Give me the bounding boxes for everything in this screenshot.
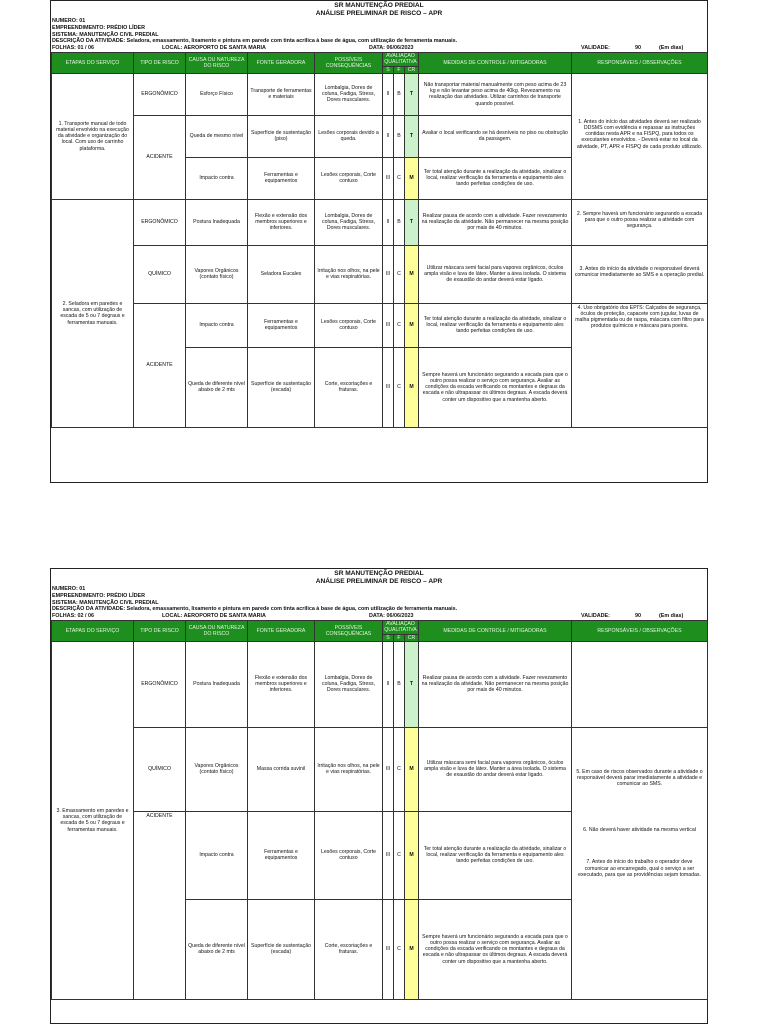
header-medidas: MEDIDAS DE CONTROLE / MITIGADORAS (419, 621, 572, 642)
control-measure: Avaliar o local verificando se há desníveis no piso ou obstrução da passagem. (419, 115, 572, 157)
risk-source: Flexão e extensão dos membros superiores e inferiores. (248, 641, 315, 727)
risk-cause: Impacto contra (186, 303, 248, 347)
stage-cell: 2. Seladora em paredes e sancas, com utilização de escada de 5 ou 7 degraus e ferramentas manuais. (52, 199, 134, 427)
document-title: ANÁLISE PRELIMINAR DE RISCO – APR (315, 10, 443, 17)
table-row (52, 199, 708, 245)
header-f: F (394, 634, 405, 641)
header-causa: CAUSA OU NATUREZA DO RISCO (186, 621, 248, 642)
local: LOCAL: AEROPORTO DE SANTA MARIA (162, 45, 266, 52)
frequency: C (394, 899, 405, 999)
table-row (52, 641, 708, 727)
table-header-row (52, 621, 708, 634)
numero: NUMERO: 01 (52, 18, 86, 24)
risk-source: Flexão e extensão dos membros superiores e inferiores. (248, 199, 315, 245)
frequency: B (394, 73, 405, 115)
company-name: SR MANUTENÇÃO PREDIAL (334, 570, 424, 577)
risk-class: M (405, 157, 419, 199)
frequency: B (394, 199, 405, 245)
table-row (52, 303, 708, 347)
meta-row (52, 45, 707, 52)
risk-source: Ferramentas e equipamentos (248, 303, 315, 347)
frequency: B (394, 641, 405, 727)
header-responsaveis: RESPONSÁVEIS / OBSERVAÇÕES (572, 53, 708, 74)
risk-source: Superfície de sustentação (piso) (248, 115, 315, 157)
validade-value: 90 (635, 45, 641, 52)
control-measure: Ter total atenção durante a realização da atividade, sinalizar o local, realizar verificação da ferramenta e equipamento ales tando perfeitas condições de uso. (419, 157, 572, 199)
risk-consequence: Lesões corporais, Corte contuso (315, 157, 383, 199)
validade-unit: (Em dias) (659, 613, 684, 620)
table-row (52, 727, 708, 811)
responsible-note-cell (572, 199, 708, 245)
document-info (51, 18, 707, 52)
document-info (51, 586, 707, 620)
risk-class: M (405, 303, 419, 347)
responsible-note: 1. Antes do início das atividades deverá ser realizado DDSMS com evidência e repassar as instruções contidas nesta APR e na FISPQ, para todos os executantes envolvidos. - Deverá estar no local da atividade, PT, APR e FISPQ de cada produto utilizado. (576, 118, 703, 150)
control-measure: Utilizar máscara semi facial para vapores orgânicos, óculos ampla visão e luva de látex. Manter a área isolada. O sistema de exaustão do andar deverá estar ligado. (419, 245, 572, 303)
risk-cause: Vapores Orgânicos (contato físico) (186, 245, 248, 303)
responsible-note-cell (572, 641, 708, 727)
sistema: SISTEMA: MANUTENÇÃO CIVIL PREDIAL (52, 599, 159, 606)
header-fonte: FONTE GERADORA (248, 53, 315, 74)
apr-sheet-1 (50, 0, 708, 483)
control-measure: Ter total atenção durante a realização da atividade, sinalizar o local, realizar verificação da ferramenta e equipamento ales tando perfeitas condições de uso. (419, 303, 572, 347)
data: DATA: 06/06/2023 (369, 613, 414, 620)
risk-consequence: Lesões corporais, Corte contuso (315, 303, 383, 347)
validade-unit: (Em dias) (659, 45, 684, 52)
folhas: FOLHAS: 01 / 06 (52, 45, 94, 52)
severity: III (383, 245, 394, 303)
folhas: FOLHAS: 02 / 06 (52, 613, 94, 620)
severity: III (383, 347, 394, 427)
risk-type: ACIDENTE (134, 303, 186, 427)
header-fonte: FONTE GERADORA (248, 621, 315, 642)
risk-source: Massa corrida suvinil (248, 727, 315, 811)
risk-source: Transporte de ferramentas e materiais (248, 73, 315, 115)
risk-cause: Impacto contra (186, 811, 248, 899)
responsibles-cell (572, 727, 708, 999)
header-responsaveis: RESPONSÁVEIS / OBSERVAÇÕES (572, 621, 708, 642)
header-f: F (394, 66, 405, 73)
header-cr: CR (405, 66, 419, 73)
risk-consequence: Irritação nos olhos, na pele e vias respiratórias. (315, 727, 383, 811)
risk-consequence: Lesões corporais, Corte contuso (315, 811, 383, 899)
risk-cause: Postura Inadequada (186, 199, 248, 245)
risk-class: T (405, 199, 419, 245)
frequency: C (394, 727, 405, 811)
risk-cause: Queda de mesmo nível (186, 115, 248, 157)
sistema: SISTEMA: MANUTENÇÃO CIVIL PREDIAL (52, 31, 159, 38)
severity: III (383, 727, 394, 811)
risk-source: Ferramentas e equipamentos (248, 811, 315, 899)
risk-class: M (405, 347, 419, 427)
table-row (52, 73, 708, 115)
risk-type: QUÍMICO (134, 245, 186, 303)
risk-class: T (405, 73, 419, 115)
validade-label: VALIDADE: (581, 45, 610, 52)
risk-type: ERGONÔMICO (134, 641, 186, 727)
risk-type: ERGONÔMICO (134, 199, 186, 245)
risk-source: Seladora Eucalex (248, 245, 315, 303)
severity: II (383, 641, 394, 727)
control-measure: Sempre haverá um funcionário segurando a escada para que o outro possa realizar o serviço com segurança. Avaliar as condições da escada verificando os montantes e degraus da escada e não ultrapassar os últimos degraus. A escada deverá conter um dispositivo que a mantenha aberto. (419, 899, 572, 999)
table-header-row (52, 53, 708, 66)
risk-consequence: Lombalgia, Dores de coluna, Fadiga, Stress, Dores musculares. (315, 73, 383, 115)
responsible-note: 7. Antes do início do trabalho o operador deve comunicar ao encarregado, qual o serviço a ser executado, para que as providências sejam tomadas. (578, 859, 701, 878)
responsible-note: 6. Não deverá haver atividade na mesma vertical (583, 827, 696, 834)
risk-cause: Queda de diferente nível abaixo de 2 mts (186, 899, 248, 999)
apr-sheet-2 (50, 568, 708, 1024)
risk-source: Ferramentas e equipamentos (248, 157, 315, 199)
control-measure: Sempre haverá um funcionário segurando a escada para que o outro possa realizar o serviço com segurança. Avaliar as condições da escada verificando os montantes e degraus da escada e não ultrapassar os últimos degraus. A escada deverá conter um dispositivo que a mantenha aberto. (419, 347, 572, 427)
risk-class: M (405, 727, 419, 811)
control-measure: Não transportar material manualmente com peso acima de 23 kg e não levantar peso acima de 40kg. Revezamento na realização das atividades. Utilizar carrinhos de transporte quando possível. (419, 73, 572, 115)
empreendimento: EMPREENDIMENTO: PRÉDIO LÍDER (52, 592, 146, 599)
responsibles-cell (572, 73, 708, 199)
header-medidas: MEDIDAS DE CONTROLE / MITIGADORAS (419, 53, 572, 74)
risk-consequence: Irritação nos olhos, na pele e vias respiratórias. (315, 245, 383, 303)
company-name: SR MANUTENÇÃO PREDIAL (334, 2, 424, 9)
responsible-note: 3. Antes do início da atividade o responsável deverá comunicar imediatamente ao SMS e a operação predial. (574, 266, 705, 279)
control-measure: Ter total atenção durante a realização da atividade, sinalizar o local, realizar verificação da ferramenta e equipamento ales tando perfeitas condições de uso. (419, 811, 572, 899)
header-consequencias: POSSÍVEIS CONSEQUÊNCIAS (315, 621, 383, 642)
validade-value: 90 (635, 613, 641, 620)
empreendimento: EMPREENDIMENTO: PRÉDIO LÍDER (52, 24, 146, 31)
responsible-note-cell (572, 303, 708, 427)
risk-class: M (405, 899, 419, 999)
severity: II (383, 73, 394, 115)
header-s: S (383, 66, 394, 73)
header-avaliacao: AVALIAÇÃO QUALITATIVA (384, 53, 417, 66)
risk-consequence: Lombalgia, Dores de coluna, Fadiga, Stress, Dores musculares. (315, 641, 383, 727)
risk-consequence: Corte, escoriações e fraturas. (315, 899, 383, 999)
responsible-note: 4. Uso obrigatório dos EPI'S: Calçados de segurança, óculos de proteção, capacete com jugular, luvas de malha pigmentada ou de raspa, máscara com filtro para produtos químicos e máscara para poeira. (575, 304, 704, 330)
risk-consequence: Corte, escoriações e fraturas. (315, 347, 383, 427)
header-cr: CR (405, 634, 419, 641)
header-s: S (383, 634, 394, 641)
risk-consequence: Lesões corporais devido a queda. (315, 115, 383, 157)
risk-consequence: Lombalgia, Dores de coluna, Fadiga, Stress, Dores musculares. (315, 199, 383, 245)
frequency: C (394, 811, 405, 899)
header-consequencias: POSSÍVEIS CONSEQUÊNCIAS (315, 53, 383, 74)
risk-cause: Impacto contra (186, 157, 248, 199)
frequency: C (394, 245, 405, 303)
frequency: B (394, 115, 405, 157)
risk-type: ERGONÔMICO (134, 73, 186, 115)
responsible-note: 2. Sempre haverá um funcionário segurando a escada para que o outro possa realizar a atividade com segurança. (576, 210, 703, 230)
sheet-header (51, 569, 707, 586)
risk-class: M (405, 811, 419, 899)
descricao-atividade: DESCRIÇÃO DA ATIVIDADE: Seladora, emassamento, lixamento e pintura em parede com tinta acrílica à base de água, com utilização de ferramenta manuais. (52, 38, 458, 45)
numero: NUMERO: 01 (52, 586, 86, 592)
risk-cause: Vapores Orgânicos (contato físico) (186, 727, 248, 811)
frequency: C (394, 347, 405, 427)
local: LOCAL: AEROPORTO DE SANTA MARIA (162, 613, 266, 620)
stage-cell: 1. Transporte manual de todo material envolvido na execução da atividade e organização do local. Com uso de carrinho plataforma. (52, 73, 134, 199)
responsible-note: 5. Em caso de riscos observados durante a atividade o responsável deverá parar imediatamente a atividade e comunicar ao SMS. (576, 768, 703, 787)
descricao-atividade: DESCRIÇÃO DA ATIVIDADE: Seladora, emassamento, lixamento e pintura em parede com tinta acrílica à base de água, com utilização de ferramenta manuais. (52, 606, 458, 613)
severity: II (383, 115, 394, 157)
severity: III (383, 899, 394, 999)
data: DATA: 06/06/2023 (369, 45, 414, 52)
risk-source: Superfície de sustentação (escada) (248, 899, 315, 999)
risk-class: T (405, 641, 419, 727)
meta-row (52, 613, 707, 620)
header-tipo: TIPO DE RISCO (134, 621, 186, 642)
stage-cell: 3. Emassamento em paredes e sancas, com utilização de escada de 5 ou 7 degraus e ferramentas manuais. (52, 641, 134, 999)
table-row (52, 245, 708, 303)
header-avaliacao: AVALIAÇÃO QUALITATIVA (384, 621, 417, 634)
frequency: C (394, 157, 405, 199)
document-title: ANÁLISE PRELIMINAR DE RISCO – APR (315, 578, 443, 585)
validade-label: VALIDADE: (581, 613, 610, 620)
severity: III (383, 303, 394, 347)
severity: III (383, 157, 394, 199)
header-tipo: TIPO DE RISCO (134, 53, 186, 74)
control-measure: Realizar pausa de acordo com a atividade. Fazer revezamento na realização da atividade. Não permanecer na mesma posição por mais de 40 minutos. (419, 199, 572, 245)
risk-table (51, 52, 708, 428)
risk-type: ACIDENTE (134, 115, 186, 199)
frequency: C (394, 303, 405, 347)
header-etapas: ETAPAS DO SERVIÇO (52, 621, 134, 642)
header-etapas: ETAPAS DO SERVIÇO (52, 53, 134, 74)
control-measure: Utilizar máscara semi facial para vapores orgânicos, óculos ampla visão e luva de látex. Manter a área isolada. O sistema de exaustão do andar deverá estar ligado. (419, 727, 572, 811)
header-causa: CAUSA OU NATUREZA DO RISCO (186, 53, 248, 74)
risk-table (51, 620, 708, 1000)
risk-source: Superfície de sustentação (escada) (248, 347, 315, 427)
risk-class: T (405, 115, 419, 157)
severity: II (383, 199, 394, 245)
risk-cause: Esforço Físico (186, 73, 248, 115)
risk-class: M (405, 245, 419, 303)
risk-type: ACIDENTE (134, 811, 186, 999)
control-measure: Realizar pausa de acordo com a atividade. Fazer revezamento na realização da atividade. Não permanecer na mesma posição por mais de 40 minutos. (419, 641, 572, 727)
severity: III (383, 811, 394, 899)
responsible-note-cell (572, 245, 708, 303)
risk-cause: Postura Inadequada (186, 641, 248, 727)
risk-type: QUÍMICO (134, 727, 186, 811)
sheet-header (51, 1, 707, 18)
risk-cause: Queda de diferente nível abaixo de 2 mts (186, 347, 248, 427)
